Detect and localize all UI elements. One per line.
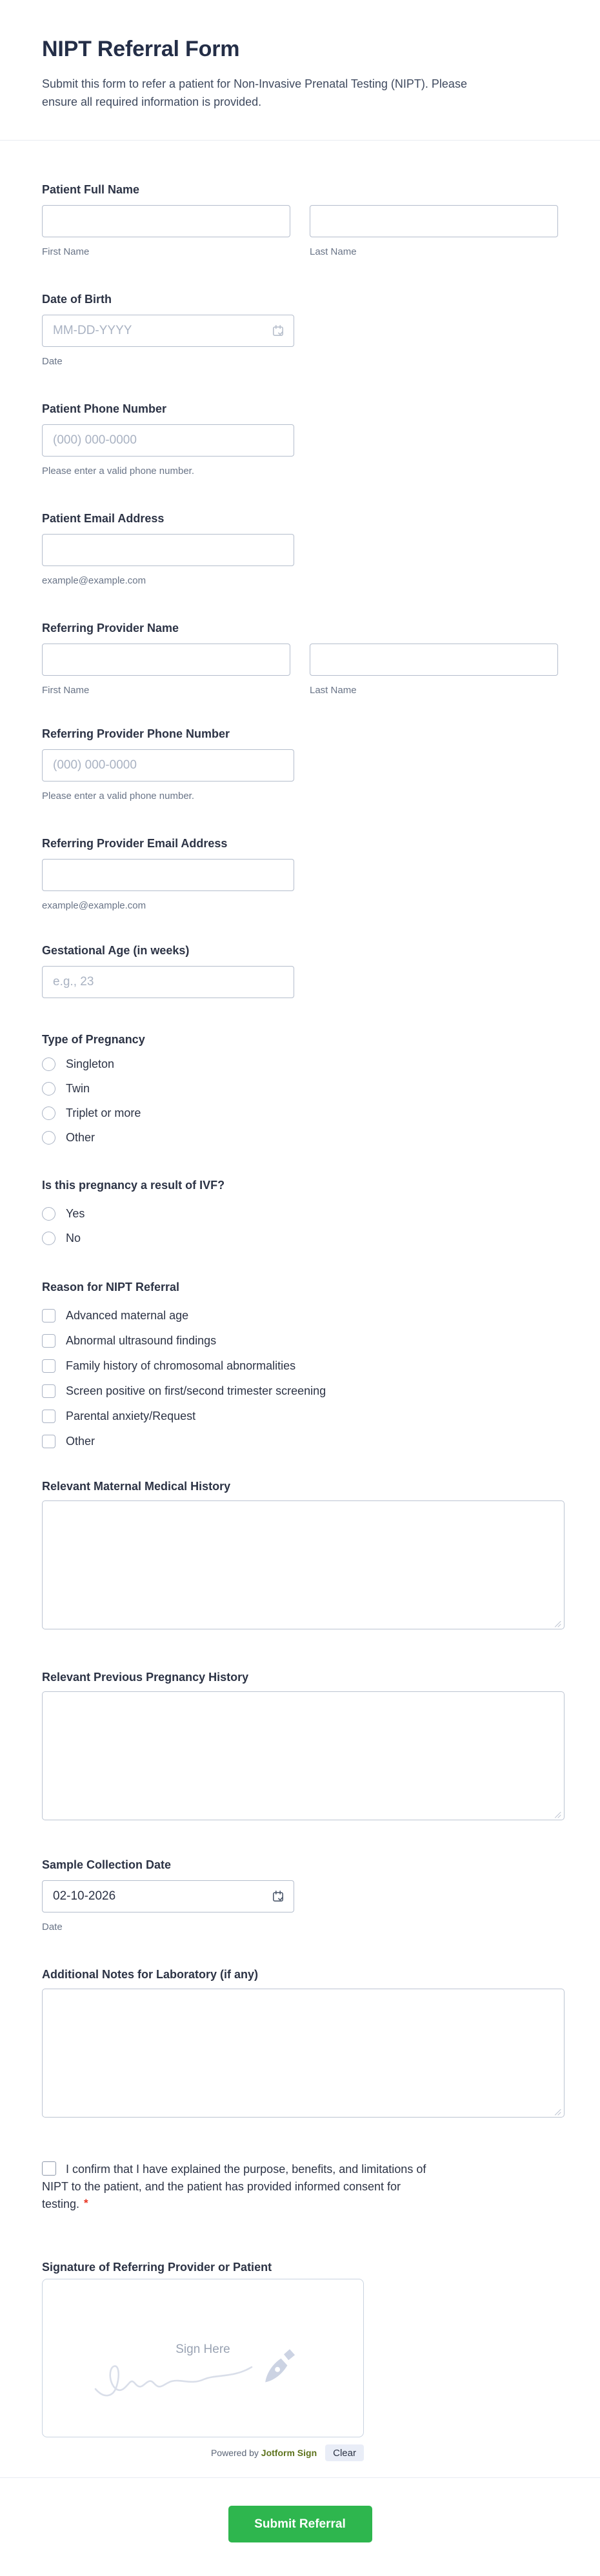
provider-last-name-sublabel: Last Name [310,685,357,696]
dob-sublabel: Date [42,356,63,367]
patient-phone-input[interactable] [42,424,294,457]
patient-email-input[interactable] [42,534,294,566]
dob-input[interactable] [42,315,294,347]
gestational-age-label: Gestational Age (in weeks) [42,944,190,957]
checkbox-icon[interactable] [42,1410,55,1423]
radio-icon[interactable] [42,1057,55,1071]
patient-first-name-sublabel: First Name [42,246,90,257]
radio-option-twin[interactable] [42,1081,558,1096]
provider-phone-input[interactable] [42,749,294,782]
patient-email-sublabel: example@example.com [42,575,146,586]
field-referral-reason [42,1279,558,1449]
checkbox-option-label: Advanced maternal age [66,1309,189,1322]
radio-icon[interactable] [42,1207,55,1221]
checkbox-option-abnormal-ultrasound[interactable] [42,1333,558,1348]
maternal-history-wrap [42,1500,565,1633]
patient-last-name-sublabel: Last Name [310,246,357,257]
checkbox-option-label: Family history of chromosomal abnormalities [66,1359,296,1372]
clear-signature-button[interactable]: Clear [325,2444,364,2461]
sample-date-input[interactable] [42,1880,294,1912]
checkbox-option-label: Parental anxiety/Request [66,1410,196,1422]
checkbox-option-family-history[interactable] [42,1358,558,1373]
patient-last-name-col [310,205,558,258]
patient-phone-sublabel: Please enter a valid phone number. [42,466,194,477]
resize-grip-icon[interactable] [554,1811,561,1818]
field-maternal-history [42,1479,558,1633]
patient-first-name-input[interactable] [42,205,290,237]
field-provider-phone [42,726,558,802]
field-patient-email [42,511,558,587]
checkbox-option-parental-anxiety[interactable] [42,1408,558,1424]
checkbox-option-label: Other [66,1435,95,1448]
checkbox-icon[interactable] [42,1334,55,1348]
field-patient-full-name [42,182,558,258]
lab-notes-label: Additional Notes for Laboratory (if any) [42,1968,259,1981]
field-pregnancy-history [42,1669,558,1824]
checkbox-option-other-reason[interactable] [42,1433,558,1449]
provider-first-name-sublabel: First Name [42,685,90,696]
radio-icon[interactable] [42,1106,55,1120]
radio-option-label: Other [66,1131,95,1144]
signature-pad[interactable] [42,2279,364,2437]
sign-here-text: Sign Here [175,2343,230,2356]
powered-by-label: Powered by [210,2448,259,2458]
maternal-history-textarea[interactable] [42,1500,565,1629]
pregnancy-history-textarea[interactable] [42,1691,565,1820]
jotform-sign-link[interactable]: Jotform Sign [261,2448,317,2458]
sample-date-input-wrap [42,1880,294,1912]
signature-label: Signature of Referring Provider or Patient [42,2261,272,2274]
provider-first-name-input[interactable] [42,644,290,676]
field-provider-email [42,836,558,912]
checkbox-option-screen-positive[interactable] [42,1383,558,1399]
pen-nib-icon [261,2348,295,2388]
field-lab-notes [42,1967,558,2121]
radio-option-ivf-yes[interactable] [42,1206,558,1221]
patient-last-name-input[interactable] [310,205,558,237]
provider-email-sublabel: example@example.com [42,900,146,911]
pregnancy-type-label: Type of Pregnancy [42,1033,145,1046]
radio-option-label: No [66,1232,81,1244]
resize-grip-icon[interactable] [554,1620,561,1627]
provider-last-name-input[interactable] [310,644,558,676]
patient-phone-label: Patient Phone Number [42,402,167,415]
checkbox-option-advanced-maternal-age[interactable] [42,1308,558,1323]
checkbox-option-label: Abnormal ultrasound findings [66,1334,217,1347]
checkbox-icon[interactable] [42,1435,55,1448]
provider-name-row [42,644,558,696]
field-date-of-birth [42,291,558,368]
dob-input-wrap [42,315,294,347]
lab-notes-textarea[interactable] [42,1989,565,2118]
provider-last-name-col [310,644,558,696]
provider-first-name-col [42,644,290,696]
powered-by-text [211,2448,317,2458]
dob-label: Date of Birth [42,293,112,306]
patient-name-row [42,205,558,258]
provider-phone-sublabel: Please enter a valid phone number. [42,791,194,801]
field-provider-name [42,620,558,696]
field-patient-phone [42,401,558,477]
consent-line-1 [42,2161,558,2178]
radio-option-triplet-or-more[interactable] [42,1105,558,1121]
form-subtitle [42,75,558,111]
page-title: NIPT Referral Form [42,37,240,61]
field-gestational-age [42,943,558,998]
provider-email-input[interactable] [42,859,294,891]
calendar-icon[interactable] [272,324,285,337]
required-asterisk: * [84,2197,88,2209]
radio-option-label: Yes [66,1207,85,1220]
field-consent [42,2161,558,2213]
checkbox-icon[interactable] [42,1309,55,1322]
radio-option-singleton[interactable] [42,1056,558,1072]
referral-reason-label: Reason for NIPT Referral [42,1281,180,1293]
provider-email-label: Referring Provider Email Address [42,837,228,850]
calendar-icon[interactable] [272,1890,285,1903]
resize-grip-icon[interactable] [554,2109,561,2116]
gestational-age-input[interactable] [42,966,294,998]
form-header [0,0,600,140]
provider-phone-label: Referring Provider Phone Number [42,727,230,740]
signature-squiggle [93,2355,254,2402]
form-subtitle-line-2: ensure all required information is provided. [42,95,262,108]
field-pregnancy-type [42,1032,558,1145]
consent-text-line-1: I confirm that I have explained the purpose, benefits, and limitations of [66,2163,426,2176]
patient-first-name-col [42,205,290,258]
form-body [0,141,600,2477]
checkbox-icon[interactable] [42,1384,55,1398]
field-sample-date [42,1857,558,1933]
submit-referral-button[interactable]: Submit Referral [228,2506,372,2542]
consent-line-3 [42,2196,558,2213]
radio-option-label: Twin [66,1082,90,1095]
radio-option-label: Singleton [66,1057,115,1070]
form-subtitle-line-1: Submit this form to refer a patient for Non-Invasive Prenatal Testing (NIPT). Please [42,77,467,90]
field-ivf [42,1177,558,1246]
lab-notes-wrap [42,1989,565,2121]
pregnancy-history-label: Relevant Previous Pregnancy History [42,1671,249,1684]
checkbox-option-label: Screen positive on first/second trimester screening [66,1384,326,1397]
maternal-history-label: Relevant Maternal Medical History [42,1480,231,1493]
sample-date-label: Sample Collection Date [42,1858,172,1871]
ivf-label: Is this pregnancy a result of IVF? [42,1179,225,1192]
radio-icon[interactable] [42,1082,55,1096]
patient-email-label: Patient Email Address [42,512,165,525]
radio-option-label: Triplet or more [66,1106,141,1119]
radio-icon[interactable] [42,1232,55,1245]
signature-footer [42,2444,364,2461]
radio-icon[interactable] [42,1131,55,1145]
pregnancy-history-wrap [42,1691,565,1824]
radio-option-ivf-no[interactable] [42,1230,558,1246]
patient-name-label: Patient Full Name [42,183,140,196]
consent-checkbox[interactable] [42,2161,56,2176]
field-signature [42,2259,558,2461]
radio-option-other-pregnancy[interactable] [42,1130,558,1145]
consent-line-2: NIPT to the patient, and the patient has provided informed consent for [42,2180,401,2193]
provider-name-label: Referring Provider Name [42,622,179,634]
checkbox-icon[interactable] [42,1359,55,1373]
sample-date-sublabel: Date [42,1922,63,1932]
consent-text-line-3: testing. [42,2197,80,2210]
submit-section [0,2478,600,2576]
